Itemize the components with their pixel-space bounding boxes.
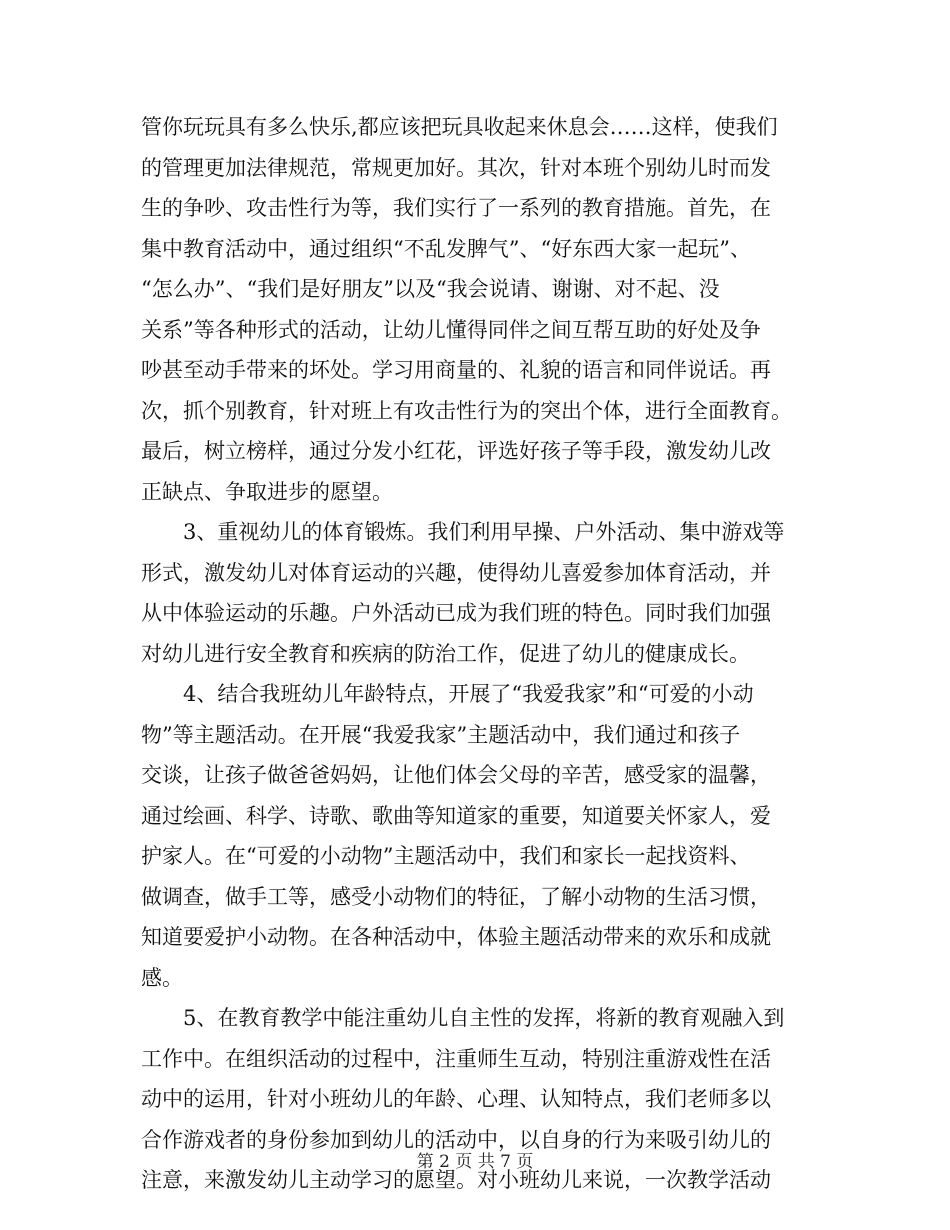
text-line: 正缺点、争取进步的愿望。 (141, 479, 393, 504)
text-line: 形式，激发幼儿对体育运动的兴趣，使得幼儿喜爱参加体育活动，并 (141, 560, 771, 585)
body-text (141, 107, 806, 1201)
text-line: 从中体验运动的乐趣。户外活动已成为我们班的特色。同时我们加强 (141, 601, 771, 625)
text-line: 关系”等各种形式的活动，让幼儿懂得同伴之间互帮互助的好处及争 (141, 317, 761, 342)
page-number-label: 第 2 页 共 7 页 (416, 1152, 534, 1172)
paragraph-start-line: 4、结合我班幼儿年龄特点，开展了“我爱我家”和“可爱的小动 (183, 682, 754, 706)
text-line: 工作中。在组织活动的过程中，注重师生互动，特别注重游戏性在活 (141, 1046, 771, 1071)
text-line: 做调查，做手工等，感受小动物们的特征，了解小动物的生活习惯， (141, 884, 771, 909)
text-line: 动中的运用，针对小班幼儿的年龄、心理、认知特点，我们老师多以 (141, 1087, 771, 1111)
text-line: 知道要爱护小动物。在各种活动中，体验主题活动带来的欢乐和成就 (141, 925, 771, 949)
text-line: 感。 (141, 965, 183, 990)
text-line: 对幼儿进行安全教育和疾病的防治工作，促进了幼儿的健康成长。 (141, 641, 750, 666)
paragraph-start-line: 5、在教育教学中能注重幼儿自主性的发挥，将新的教育观融入到 (183, 1006, 785, 1030)
text-line: 交谈，让孩子做爸爸妈妈，让他们体会父母的辛苦，感受家的温馨， (141, 763, 771, 787)
page-footer (0, 1150, 950, 1174)
text-line: 通过绘画、科学、诗歌、歌曲等知道家的重要，知道要关怀家人，爱 (141, 803, 771, 828)
text-line: 最后，树立榜样，通过分发小红花，评选好孩子等手段，激发幼儿改 (141, 439, 771, 463)
text-line: 吵甚至动手带来的坏处。学习用商量的、礼貌的语言和同伴说话。再 (141, 358, 771, 382)
text-line: 次，抓个别教育，针对班上有攻击性行为的突出个体，进行全面教育。 (141, 398, 792, 423)
text-line: 合作游戏者的身份参加到幼儿的活动中，以自身的行为来吸引幼儿的 (141, 1127, 771, 1152)
paragraph-start-line: 3、重视幼儿的体育锻炼。我们利用早操、户外活动、集中游戏等 (183, 520, 785, 544)
text-line: “怎么办”、“我们是好朋友”以及“我会说请、谢谢、对不起、没 (141, 277, 720, 301)
text-line: 护家人。在“可爱的小动物”主题活动中，我们和家长一起找资料、 (141, 844, 751, 868)
text-line: 生的争吵、攻击性行为等，我们实行了一系列的教育措施。首先，在 (141, 196, 771, 220)
text-line: 注意，来激发幼儿主动学习的愿望。对小班幼儿来说，一次教学活动 (141, 1168, 771, 1192)
text-line: 集中教育活动中，通过组织“不乱发脾气”、“好东西大家一起玩”、 (141, 236, 751, 261)
text-line: 的管理更加法律规范，常规更加好。其次，针对本班个别幼儿时而发 (141, 155, 771, 180)
text-line: 物”等主题活动。在开展“我爱我家”主题活动中，我们通过和孩子 (141, 722, 741, 747)
text-line: 管你玩玩具有多么快乐,都应该把玩具收起来休息会……这样，使我们 (141, 115, 778, 139)
